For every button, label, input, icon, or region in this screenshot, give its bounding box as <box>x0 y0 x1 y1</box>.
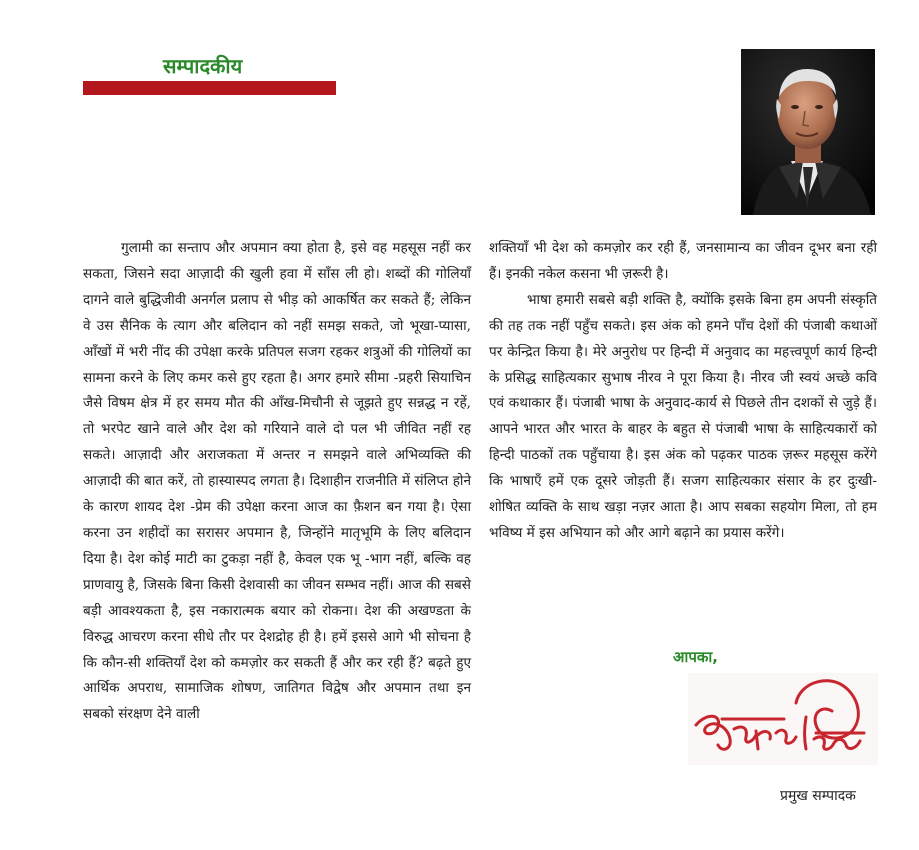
editor-designation: प्रमुख सम्पादक <box>780 788 856 804</box>
editorial-paragraph: भाषा हमारी सबसे बड़ी शक्ति है, क्योंकि इसके बिना हम अपनी संस्कृति की तह तक नहीं पहुँच सकते। इस अंक को हमने पाँच देशों की पंजाबी कथाओं पर केन्द्रित किया है। मेरे अनुरोध पर हिन्दी में अनुवाद का महत्त्वपूर्ण कार्य हिन्दी के प्रसिद्ध साहित्यकार सुभाष नीरव ने पूरा किया है। नीरव जी स्वयं अच्छे कवि एवं कथाकार हैं। पंजाबी भाषा के अनुवाद-कार्य से पिछले तीन दशकों से जुड़े हैं। आपने भारत और भारत के बाहर के बहुत से पंजाबी भाषा के साहित्यकारों को हिन्दी पाठकों तक पहुँचाया है। इस अंक को पढ़कर पाठक ज़रूर महसूस करेंगे कि भाषाएँ हमें एक दूसरे जोड़ती हैं। सजग साहित्यकार संसार के हर दुःखी-शोषित व्यक्ति के साथ खड़ा नज़र आता है। आप सबका सहयोग मिला, तो हम भविष्य में इस अभियान को और आगे बढ़ाने का प्रयास करेंगे। <box>489 291 877 541</box>
title-underline-bar <box>83 81 336 95</box>
page-title: सम्पादकीय <box>163 54 243 78</box>
left-column <box>83 236 471 728</box>
right-column <box>489 236 877 547</box>
editor-portrait-image <box>741 49 875 215</box>
editor-signature <box>688 673 878 765</box>
editor-portrait-photo <box>741 49 875 215</box>
sign-off-greeting: आपका, <box>673 648 718 666</box>
editorial-paragraph-continued: शक्तियाँ भी देश को कमज़ोर कर रही हैं, जनसामान्य का जीवन दूभर बना रही हैं। इनकी नकेल कसना भी ज़रूरी है। <box>489 240 877 282</box>
editorial-paragraph: गुलामी का सन्ताप और अपमान क्या होता है, इसे वह महसूस नहीं कर सकता, जिसने सदा आज़ादी की खुली हवा में साँस ली हो। शब्दों की गोलियाँ दागने वाले बुद्धिजीवी अनर्गल प्रलाप से भीड़ को आकर्षित कर सकते हैं; लेकिन वे उस सैनिक के त्याग और बलिदान को नहीं समझ सकते, जो भूखा-प्यासा, आँखों में भरी नींद की उपेक्षा करके प्रतिपल सजग रहकर शत्रुओं की गोलियों का सामना करने के लिए कमर कसे हुए रहता है। अगर हमारे सीमा -प्रहरी सियाचिन जैसे विषम क्षेत्र में हर समय मौत की आँख-मिचौनी से जूझते हुए सन्नद्ध न रहें, तो भरपेट खाने वाले और देश को गरियाने वाले दो पल भी जीवित नहीं रह सकते। आज़ादी और अराजकता में अन्तर न समझने वाले अभिव्यक्ति की आज़ादी की बात करें, तो हास्यास्पद लगता है। दिशाहीन राजनीति में संलिप्त होने के कारण शायद देश -प्रेम की उपेक्षा करना आज का फ़ैशन बन गया है। ऐसा करना उन शहीदों का सरासर अपमान है, जिन्होंने मातृभूमि के लिए बलिदान दिया है। देश कोई माटी का टुकड़ा नहीं है, केवल एक भू -भाग नहीं, बल्कि वह प्राणवायु है, जिसके बिना किसी देशवासी का जीवन सम्भव नहीं। आज की सबसे बड़ी आवश्यकता है, इस नकारात्मक बयार को रोकना। देश की अखण्डता के विरुद्ध आचरण करना सीधे तौर पर देशद्रोह ही है। हमें इससे आगे भी सोचना है कि कौन-सी शक्तियाँ देश को कमज़ोर कर सकती हैं और कर रही हैं? बढ़ते हुए आर्थिक अपराध, सामाजिक शोषण, जातिगत विद्वेष और अपमान तथा इन सबको संरक्षण देने वाली <box>83 240 471 723</box>
handwritten-signature-icon <box>688 673 878 765</box>
